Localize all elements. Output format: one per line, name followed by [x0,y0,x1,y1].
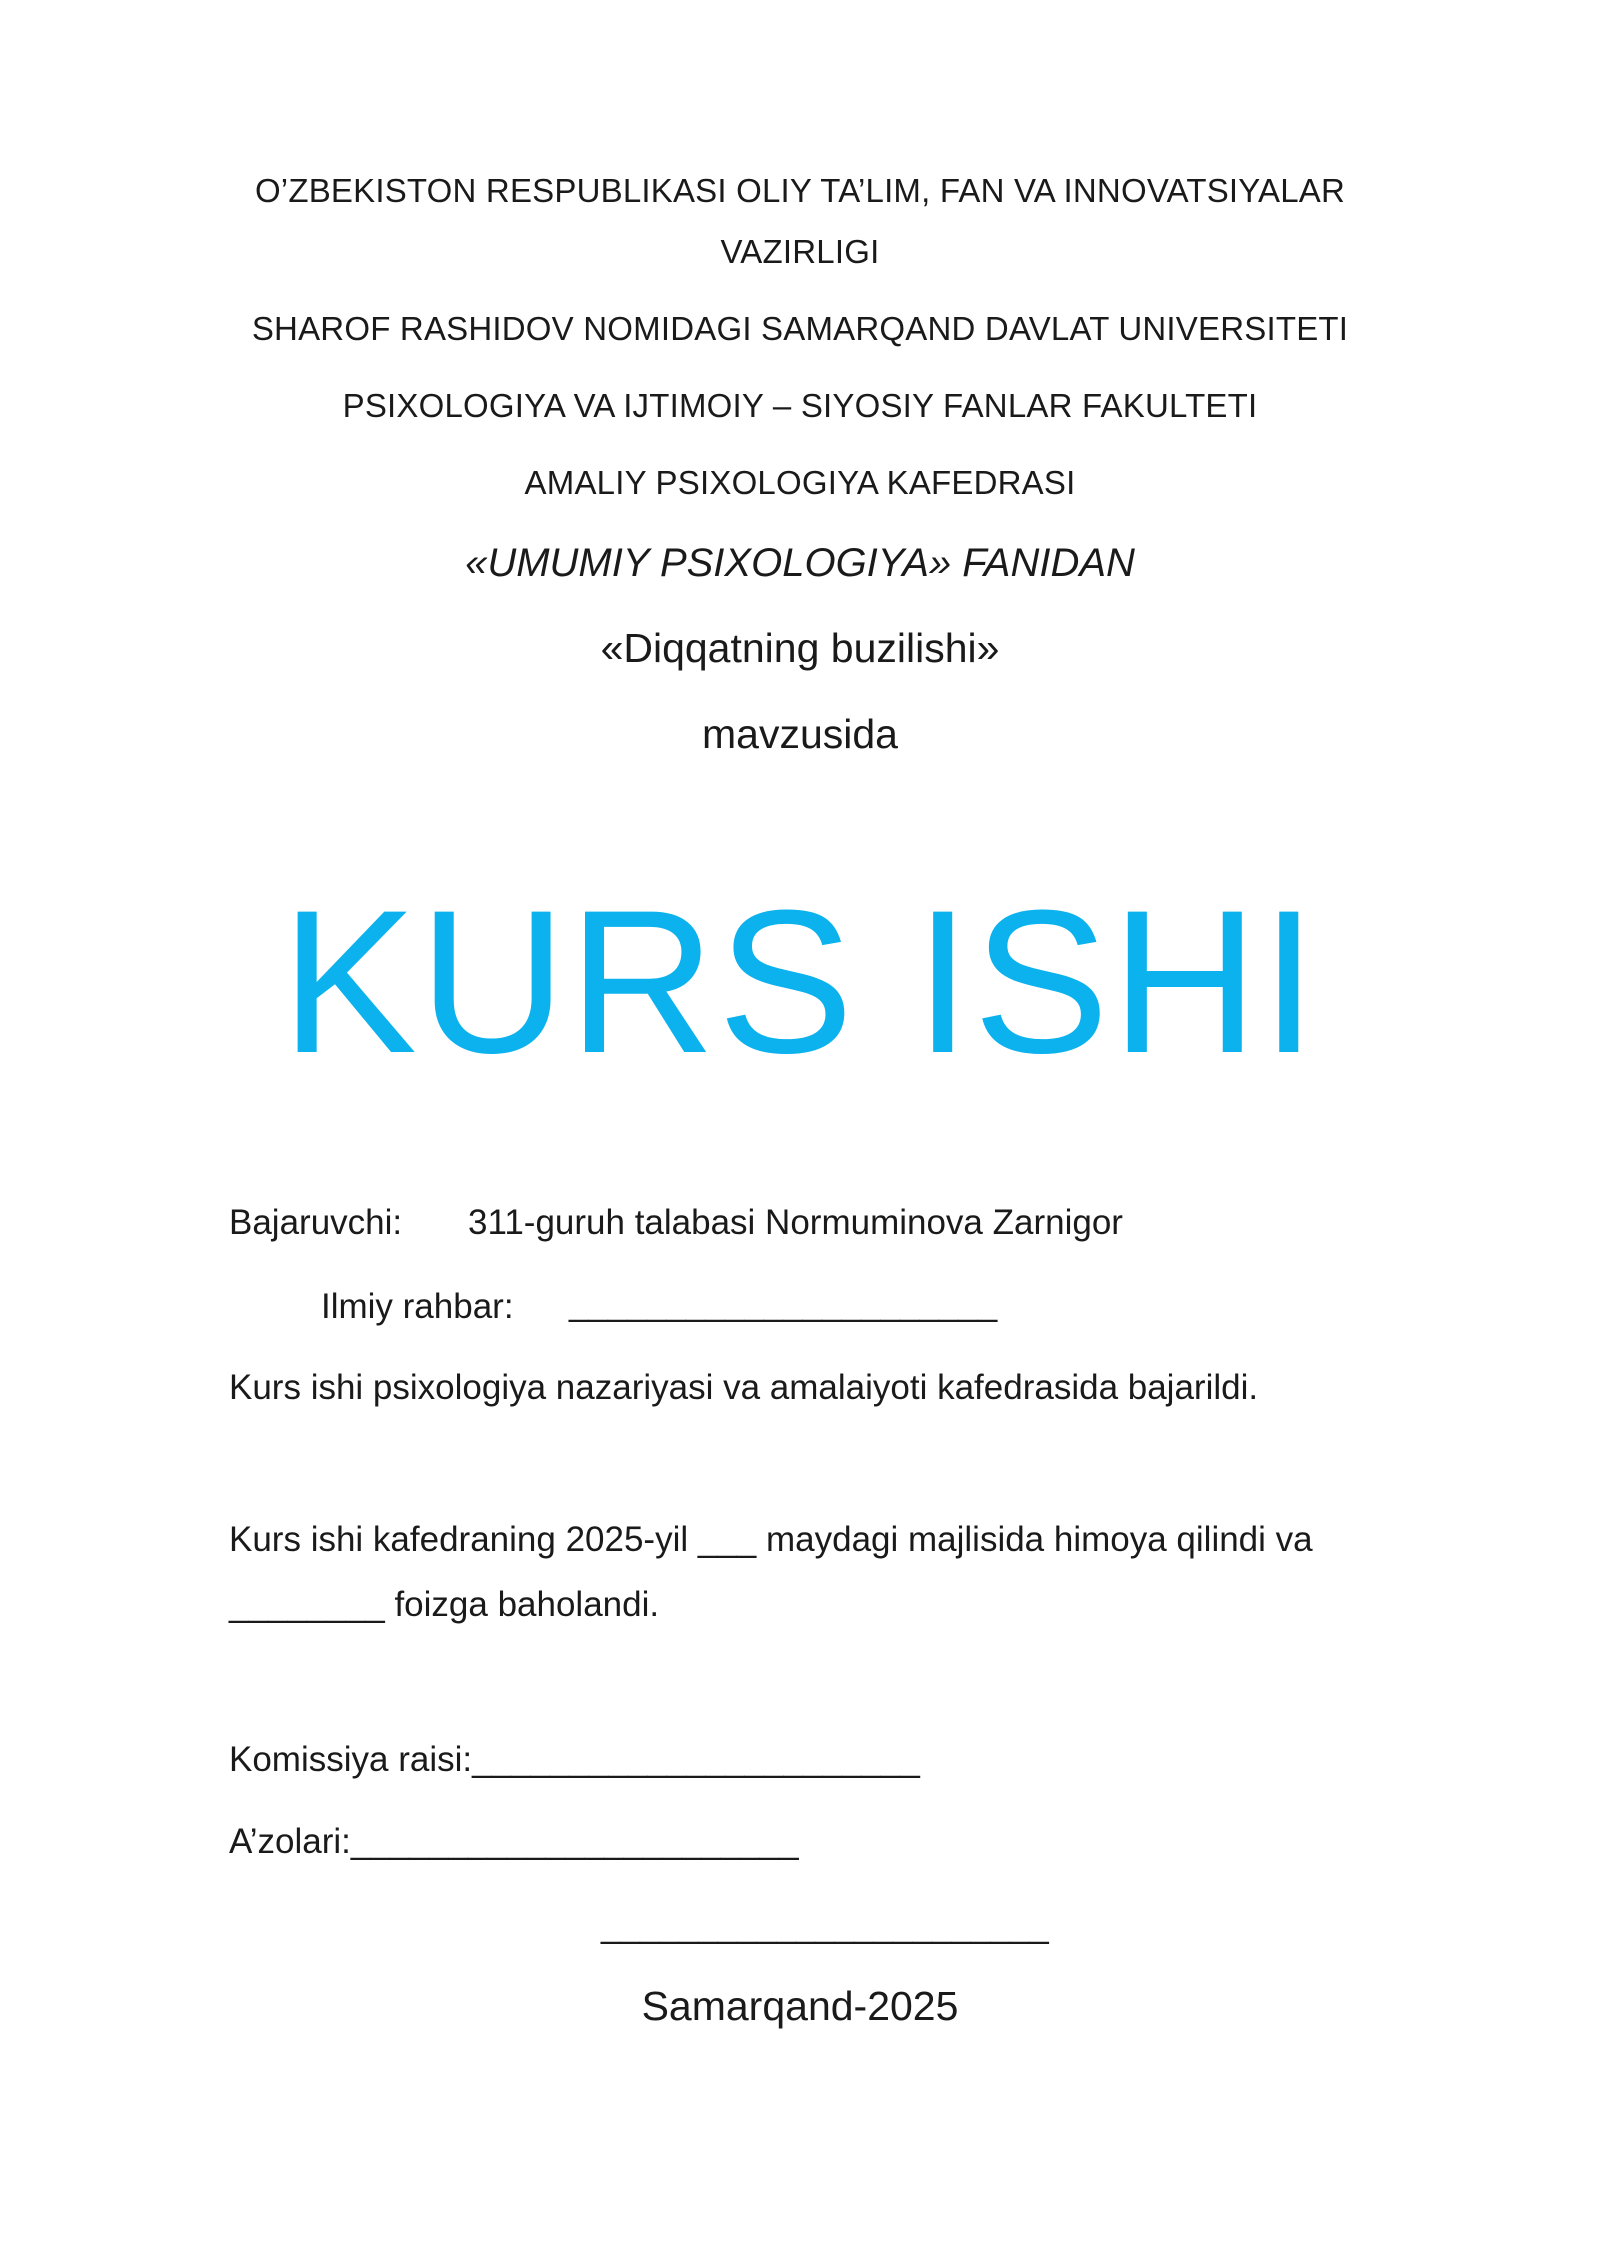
faculty-name: PSIXOLOGIYA VA IJTIMOIY – SIYOSIY FANLAR FAKULTETI [342,387,1258,424]
commission-members: A’zolari:_______________________ [229,1822,799,1861]
supervisor-label: Ilmiy rahbar: [321,1287,514,1326]
ministry-line-1: O’ZBEKISTON RESPUBLIKASI OLIY TA’LIM, FAN VA INNOVATSIYALAR [254,172,1346,209]
department-name: AMALIY PSIXOLOGIYA KAFEDRASI [524,464,1076,501]
author-value: 311-guruh talabasi Normuminova Zarnigor [468,1203,1123,1242]
defense-note-line-1: Kurs ishi kafedraning 2025-yil ___ maydagi majlisida himoya qilindi va [229,1520,1313,1559]
ministry-line-2: VAZIRLIGI [720,233,880,270]
university-name: SHAROF RASHIDOV NOMIDAGI SAMARQAND DAVLAT UNIVERSITETI [251,310,1349,347]
completion-note: Kurs ishi psixologiya nazariyasi va amalaiyoti kafedrasida bajarildi. [229,1368,1259,1407]
defense-note-line-2: ________ foizga baholandi. [229,1585,660,1624]
commission-chair: Komissiya raisi:_______________________ [229,1740,920,1779]
place-year: Samarqand-2025 [641,1983,959,2029]
document-type-title: KURS ISHI [280,868,1320,1096]
topic-title: «Diqqatning buzilishi» [600,625,1000,671]
supervisor-blank: ______________________ [569,1284,998,1323]
author-label: Bajaruvchi: [229,1203,403,1242]
topic-suffix: mavzusida [702,711,898,757]
extra-signature-blank: _______________________ [601,1906,1049,1945]
subject-title: «UMUMIY PSIXOLOGIYA» FANIDAN [465,541,1135,585]
